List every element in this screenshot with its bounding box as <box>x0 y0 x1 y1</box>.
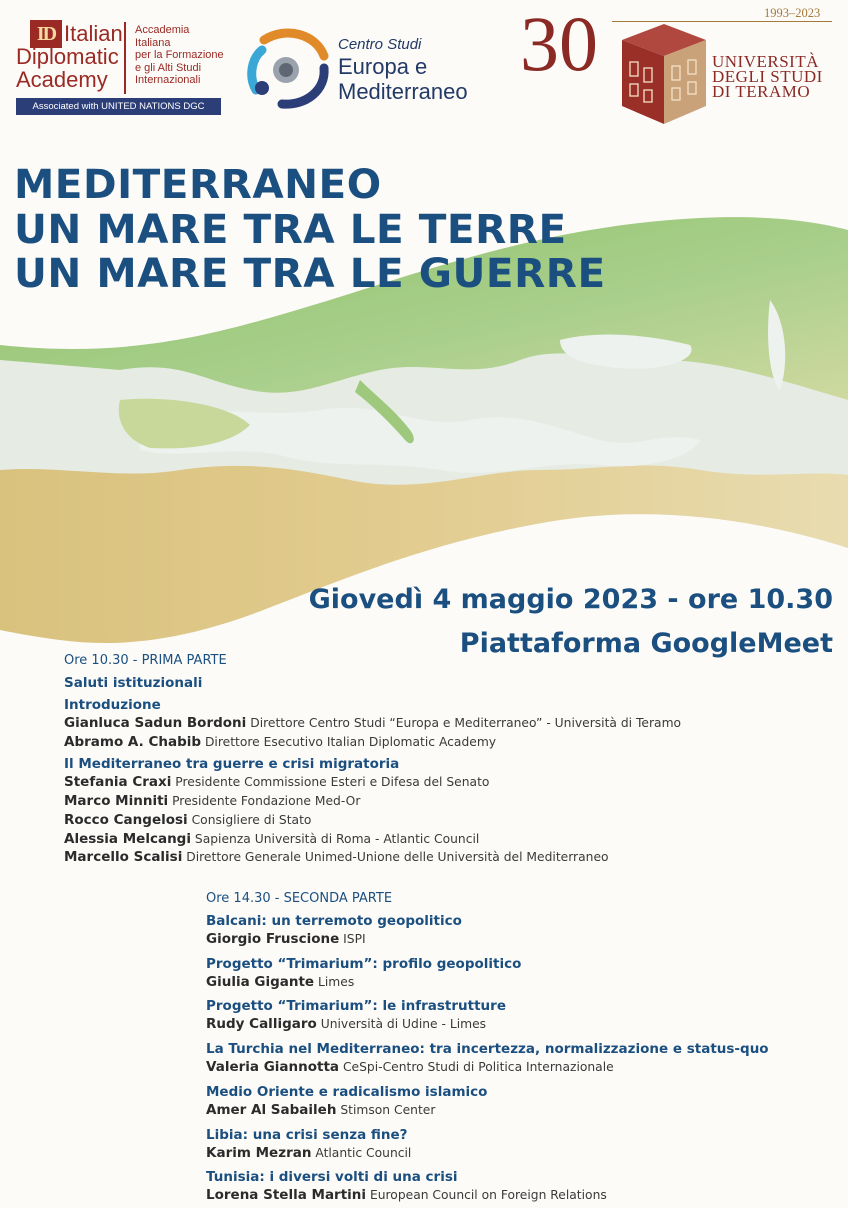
panel-heading: Il Mediterraneo tra guerre e crisi migratoria <box>64 756 400 773</box>
title-line-3: UN MARE TRA LE GUERRE <box>14 249 606 297</box>
talk-title: Progetto “Trimarium”: profilo geopolitico <box>206 955 522 972</box>
title-line-2: UN MARE TRA LE TERRE <box>14 204 567 253</box>
title-line-1: MEDITERRANEO <box>14 160 382 208</box>
ida-logo-subtitle: Accademia Italiana per la Formazione e gli Alti Studi Internazionali <box>135 24 224 86</box>
teramo-years: 1993–2023 <box>764 6 821 20</box>
speaker-row: Abramo A. Chabib Direttore Esecutivo Italian Diplomatic Academy <box>64 733 497 750</box>
part-2-label: Ore 14.30 - SECONDA PARTE <box>206 891 393 906</box>
teramo-anniversary-number: 30 <box>520 0 598 87</box>
speaker-row: Alessia Melcangi Sapienza Università di Roma - Atlantic Council <box>64 830 480 847</box>
speaker-row: Rocco Cangelosi Consigliere di Stato <box>64 811 312 828</box>
speaker-row: Marcello Scalisi Direttore Generale Unimed-Unione delle Università del Mediterraneo <box>64 849 609 866</box>
talk-title: Tunisia: i diversi volti di una crisi <box>206 1169 458 1186</box>
program-part-2 <box>206 890 836 1205</box>
cse-logo-icon <box>246 28 336 110</box>
event-platform: Piattaforma GoogleMeet <box>459 628 833 659</box>
event-date-time: Giovedì 4 maggio 2023 - ore 10.30 <box>308 584 833 615</box>
part-1-label: Ore 10.30 - PRIMA PARTE <box>64 653 227 668</box>
teramo-logo-name: UNIVERSITÀ DEGLI STUDI DI TERAMO <box>712 52 823 101</box>
ida-logo-un-bar: Associated with UNITED NATIONS DGC <box>16 98 221 115</box>
program-part-1 <box>64 652 824 867</box>
talk-title: Progetto “Trimarium”: le infrastrutture <box>206 998 506 1015</box>
ida-logo-divider <box>124 22 126 94</box>
speaker-row: Karim Mezran Atlantic Council <box>206 1144 412 1161</box>
speaker-row: Giorgio Fruscione ISPI <box>206 931 366 947</box>
talk-title: Libia: una crisi senza fine? <box>206 1126 408 1143</box>
talk-title: La Turchia nel Mediterraneo: tra incertezza, normalizzazione e status-quo <box>206 1041 769 1058</box>
speaker-row: Giulia Gigante Limes <box>206 973 355 990</box>
speaker-row: Valeria Giannotta CeSpi-Centro Studi di Politica Internazionale <box>206 1059 614 1076</box>
ida-logo-mark: ID <box>30 20 62 48</box>
welcome-heading: Saluti istituzionali <box>64 675 203 691</box>
speaker-row: Rudy Calligaro Università di Udine - Limes <box>206 1016 487 1033</box>
speaker-row: Lorena Stella Martini European Council on Foreign Relations <box>206 1187 607 1204</box>
speaker-row: Gianluca Sadun Bordoni Direttore Centro Studi “Europa e Mediterraneo” - Università di Teramo <box>64 715 682 731</box>
speaker-row: Marco Minniti Presidente Fondazione Med-Or <box>64 793 361 810</box>
speaker-row: Amer Al Sabaileh Stimson Center <box>206 1101 436 1118</box>
talk-title: Medio Oriente e radicalismo islamico <box>206 1083 488 1100</box>
teramo-cube-icon <box>620 22 708 126</box>
intro-heading: Introduzione <box>64 697 161 713</box>
ida-logo-name: Italian Diplomatic Academy <box>16 21 123 92</box>
event-title <box>14 162 606 296</box>
talk-title: Balcani: un terremoto geopolitico <box>206 913 462 929</box>
speaker-row: Stefania Craxi Presidente Commissione Esteri e Difesa del Senato <box>64 774 490 791</box>
cse-logo-text: Centro Studi Europa e Mediterraneo <box>338 36 468 104</box>
